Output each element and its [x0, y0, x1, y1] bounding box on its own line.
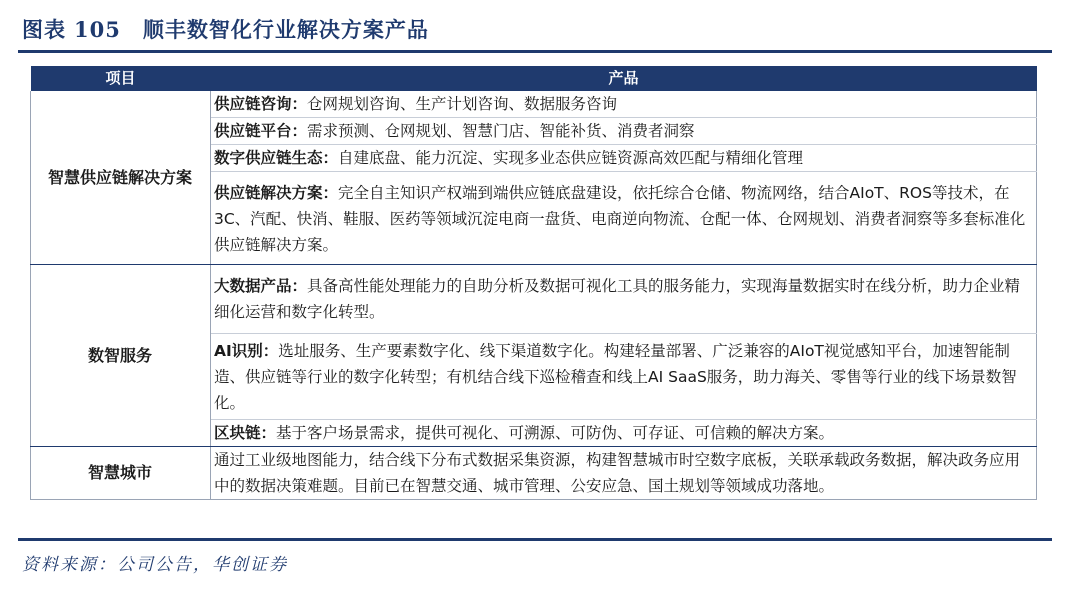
table-row [31, 91, 1037, 118]
solutions-table [30, 66, 1037, 500]
header-product: 产品 [211, 66, 1037, 91]
product-cell [211, 118, 1037, 145]
table-row [31, 265, 1037, 334]
product-text: 基于客户场景需求，提供可视化、可溯源、可防伪、可存证、可信赖的解决方案。 [276, 424, 835, 442]
product-label: 供应链解决方案： [214, 184, 339, 202]
caption-number: 105 [74, 17, 121, 42]
product-text: 通过工业级地图能力，结合线下分布式数据采集资源，构建智慧城市时空数字底板，关联承载政务数据，解决政务应用中的数据决策难题。目前已在智慧交通、城市管理、公安应急、国土规划等领域成功落地。 [214, 451, 1021, 495]
header-item: 项目 [31, 66, 211, 91]
product-label: 供应链咨询： [214, 95, 308, 113]
item-cell: 智慧城市 [31, 447, 211, 500]
product-text: 仓网规划咨询、生产计划咨询、数据服务咨询 [307, 95, 618, 113]
product-label: 大数据产品： [214, 277, 308, 295]
item-cell: 智慧供应链解决方案 [31, 91, 211, 265]
item-cell: 数智服务 [31, 265, 211, 447]
product-text: 完全自主知识产权端到端供应链底盘建设，依托综合仓储、物流网络，结合AIoT、ROS等技术，在3C、汽配、快消、鞋服、医药等领域沉淀电商一盘货、电商逆向物流、仓配一体、仓网规划、消费者洞察等多套标准化供应链解决方案。 [214, 184, 1026, 254]
table-row [31, 447, 1037, 500]
product-cell [211, 172, 1037, 265]
product-text: 具备高性能处理能力的自助分析及数据可视化工具的服务能力，实现海量数据实时在线分析，助力企业精细化运营和数字化转型。 [214, 277, 1021, 321]
product-cell [211, 265, 1037, 334]
product-text: 自建底盘、能力沉淀、实现多业态供应链资源高效匹配与精细化管理 [338, 149, 804, 167]
table-header-row [31, 66, 1037, 91]
product-text: 选址服务、生产要素数字化、线下渠道数字化。构建轻量部署、广泛兼容的AIoT视觉感知平台，加速智能制造、供应链等行业的数字化转型；有机结合线下巡检稽查和线上AI SaaS服务，助力海关、零售等行业的线下场景数智化。 [214, 342, 1017, 412]
caption-prefix: 图表 [22, 17, 66, 42]
product-cell [211, 145, 1037, 172]
bottom-rule [18, 538, 1052, 541]
product-cell [211, 91, 1037, 118]
product-cell [211, 447, 1037, 500]
product-label: 区块链： [214, 424, 277, 442]
product-text: 需求预测、仓网规划、智慧门店、智能补货、消费者洞察 [307, 122, 695, 140]
product-label: AI识别： [214, 342, 279, 360]
product-label: 数字供应链生态： [214, 149, 339, 167]
figure-caption [22, 14, 429, 44]
caption-title: 顺丰数智化行业解决方案产品 [142, 17, 429, 42]
product-cell [211, 420, 1037, 447]
top-rule [18, 50, 1052, 53]
product-label: 供应链平台： [214, 122, 308, 140]
product-cell [211, 334, 1037, 420]
source-note: 资料来源：公司公告，华创证券 [22, 555, 288, 575]
